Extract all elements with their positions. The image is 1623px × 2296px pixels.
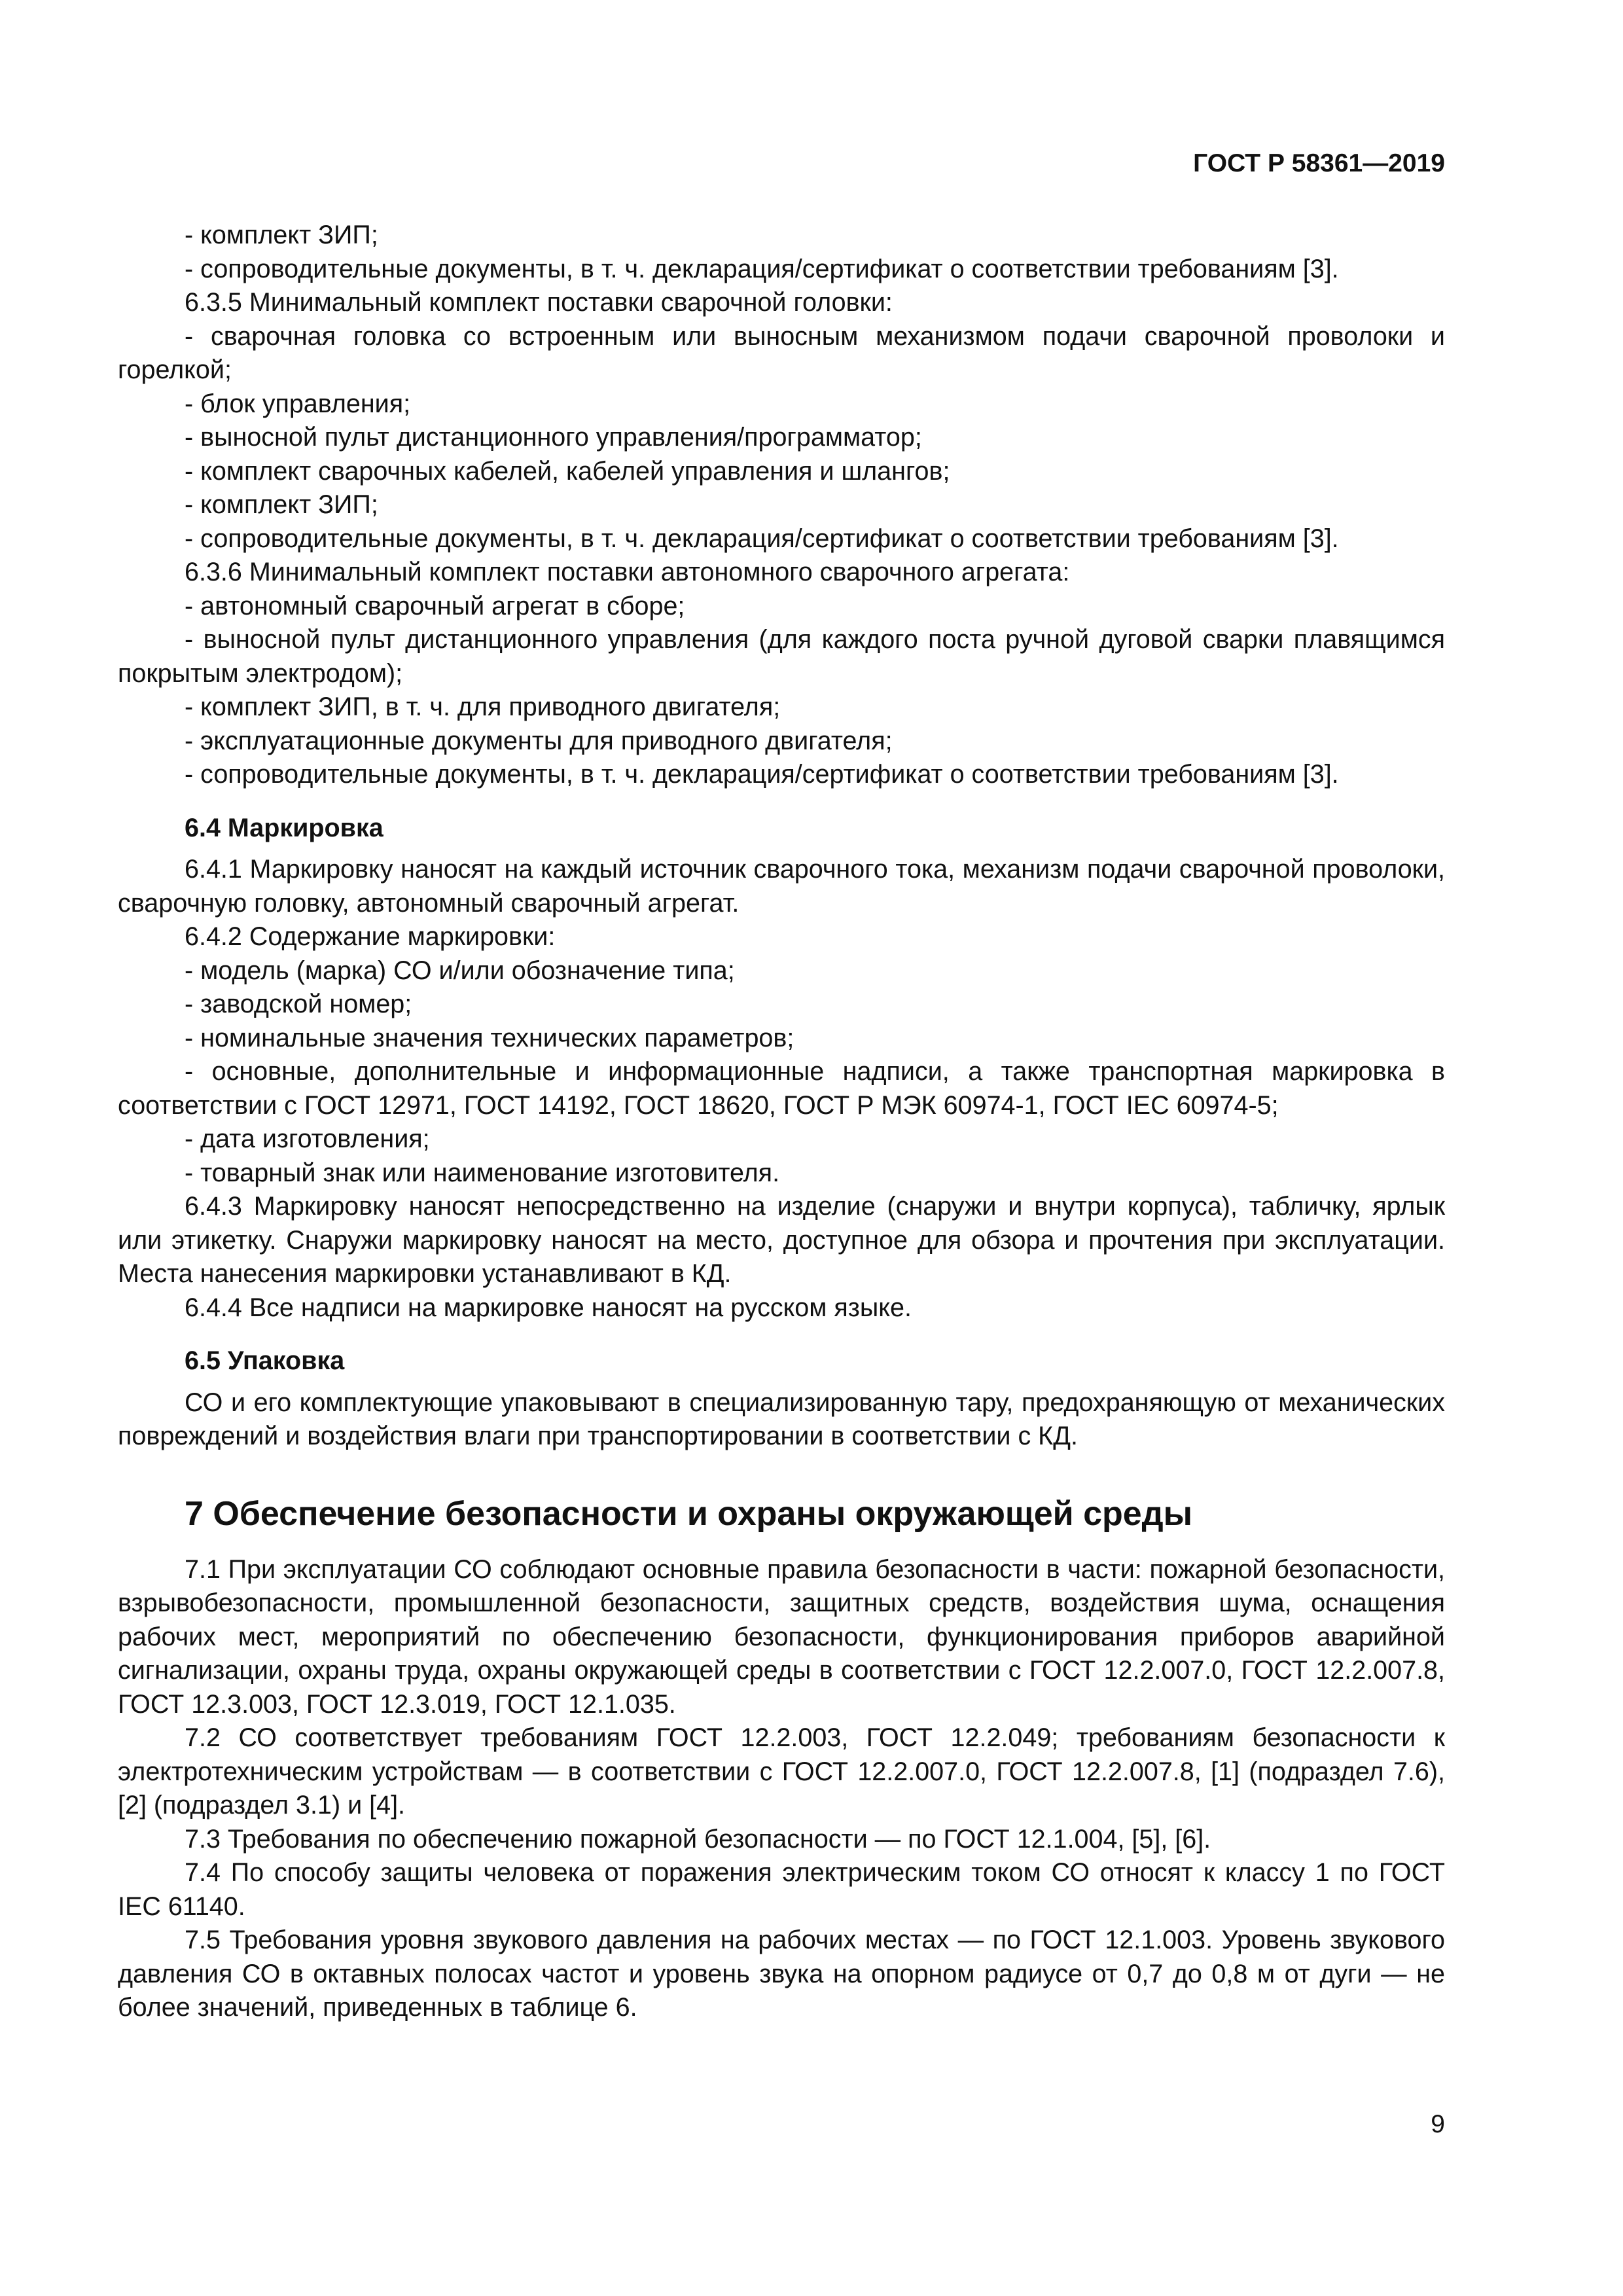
paragraph: 7.3 Требования по обеспечению пожарной безопасности — по ГОСТ 12.1.004, [5], [6]. [185, 1824, 1211, 1854]
paragraph: - сопроводительные документы, в т. ч. декларация/сертификат о соответствии требованиям [3]. [185, 524, 1339, 553]
paragraph: СО и его комплектующие упаковывают в специализированную тару, предохраняющую от механических повреждений и воздействия влаги при транспортировании в соответствии с КД. [118, 1388, 1445, 1450]
paragraph: 6.4.2 Содержание маркировки: [185, 922, 556, 951]
document-body [118, 219, 1445, 2025]
paragraph: - комплект ЗИП; [185, 490, 378, 519]
paragraph: - блок управления; [185, 389, 411, 418]
paragraph: - сопроводительные документы, в т. ч. декларация/сертификат о соответствии требованиям [3]. [185, 254, 1339, 283]
paragraph: - сварочная головка со встроенным или выносным механизмом подачи сварочной проволоки и горелкой; [118, 321, 1445, 384]
paragraph: - эксплуатационные документы для приводного двигателя; [185, 726, 893, 755]
paragraph: 6.4.3 Маркировку наносят непосредственно на изделие (снаружи и внутри корпуса), табличку, ярлык или этикетку. Снаружи маркировку наносят на место, доступное для обзора и прочтения при эксплуатации. Места нанесения маркировки устанавливают в КД. [118, 1192, 1445, 1288]
paragraph: 6.4.1 Маркировку наносят на каждый источник сварочного тока, механизм подачи сварочной проволоки, сварочную головку, автономный сварочный агрегат. [118, 855, 1445, 918]
section-heading-packaging: 6.5 Упаковка [185, 1346, 345, 1375]
paragraph: - сопроводительные документы, в т. ч. декларация/сертификат о соответствии требованиям [3]. [185, 760, 1339, 789]
paragraph: 7.2 СО соответствует требованиям ГОСТ 12.2.003, ГОСТ 12.2.049; требованиям безопасности к электротехническим устройствам — в соответствии с ГОСТ 12.2.007.0, ГОСТ 12.2.007.8, [1] (подраздел 7.6), [2] (подраздел 3.1) и [4]. [118, 1723, 1445, 1820]
paragraph: - комплект сварочных кабелей, кабелей управления и шлангов; [185, 456, 950, 486]
paragraph: - товарный знак или наименование изготовителя. [185, 1158, 780, 1187]
paragraph: 7.5 Требования уровня звукового давления на рабочих местах — по ГОСТ 12.1.003. Уровень звукового давления СО в октавных полосах частот и уровень звука на опорном радиусе от 0,7 до 0,8 м от дуги — не более значений, приведенных в таблице 6. [118, 1926, 1445, 2022]
paragraph: - комплект ЗИП; [185, 221, 378, 249]
document-code: ГОСТ Р 58361—2019 [1193, 149, 1445, 177]
paragraph: - выносной пульт дистанционного управления (для каждого поста ручной дуговой сварки плавящимся покрытым электродом); [118, 625, 1445, 688]
paragraph: - основные, дополнительные и информационные надписи, а также транспортная маркировка в соответствии с ГОСТ 12971, ГОСТ 14192, ГОСТ 18620, ГОСТ Р МЭК 60974-1, ГОСТ IEC 60974-5; [118, 1057, 1445, 1120]
paragraph: - выносной пульт дистанционного управления/программатор; [185, 423, 922, 452]
paragraph: - комплект ЗИП, в т. ч. для приводного двигателя; [185, 692, 781, 721]
paragraph: 7.1 При эксплуатации СО соблюдают основные правила безопасности в части: пожарной безопасности, взрывобезопасности, промышленной безопасности, защитных средств, воздействия шума, оснащения рабочих мест, мероприятий по обеспечению безопасности, функционирования приборов аварийной сигнализации, охраны труда, охраны окружающей среды в соответствии с ГОСТ 12.2.007.0, ГОСТ 12.2.007.8, ГОСТ 12.3.003, ГОСТ 12.3.019, ГОСТ 12.1.035. [118, 1554, 1445, 1719]
paragraph: 7.4 По способу защиты человека от поражения электрическим током СО относят к классу 1 по ГОСТ IEC 61140. [118, 1858, 1445, 1921]
paragraph: 6.4.4 Все надписи на маркировке наносят на русском языке. [185, 1293, 912, 1322]
paragraph: - модель (марка) СО и/или обозначение типа; [185, 956, 735, 985]
page-number: 9 [1431, 2110, 1445, 2138]
section-heading-marking: 6.4 Маркировка [185, 813, 383, 842]
paragraph: - заводской номер; [185, 990, 412, 1018]
paragraph: - дата изготовления; [185, 1124, 430, 1153]
paragraph: - номинальные значения технических параметров; [185, 1023, 794, 1052]
chapter-heading-safety: 7 Обеспечение безопасности и охраны окружающей среды [185, 1494, 1193, 1533]
paragraph: - автономный сварочный агрегат в сборе; [185, 591, 685, 620]
paragraph: 6.3.5 Минимальный комплект поставки сварочной головки: [185, 288, 893, 317]
paragraph: 6.3.6 Минимальный комплект поставки автономного сварочного агрегата: [185, 558, 1070, 586]
